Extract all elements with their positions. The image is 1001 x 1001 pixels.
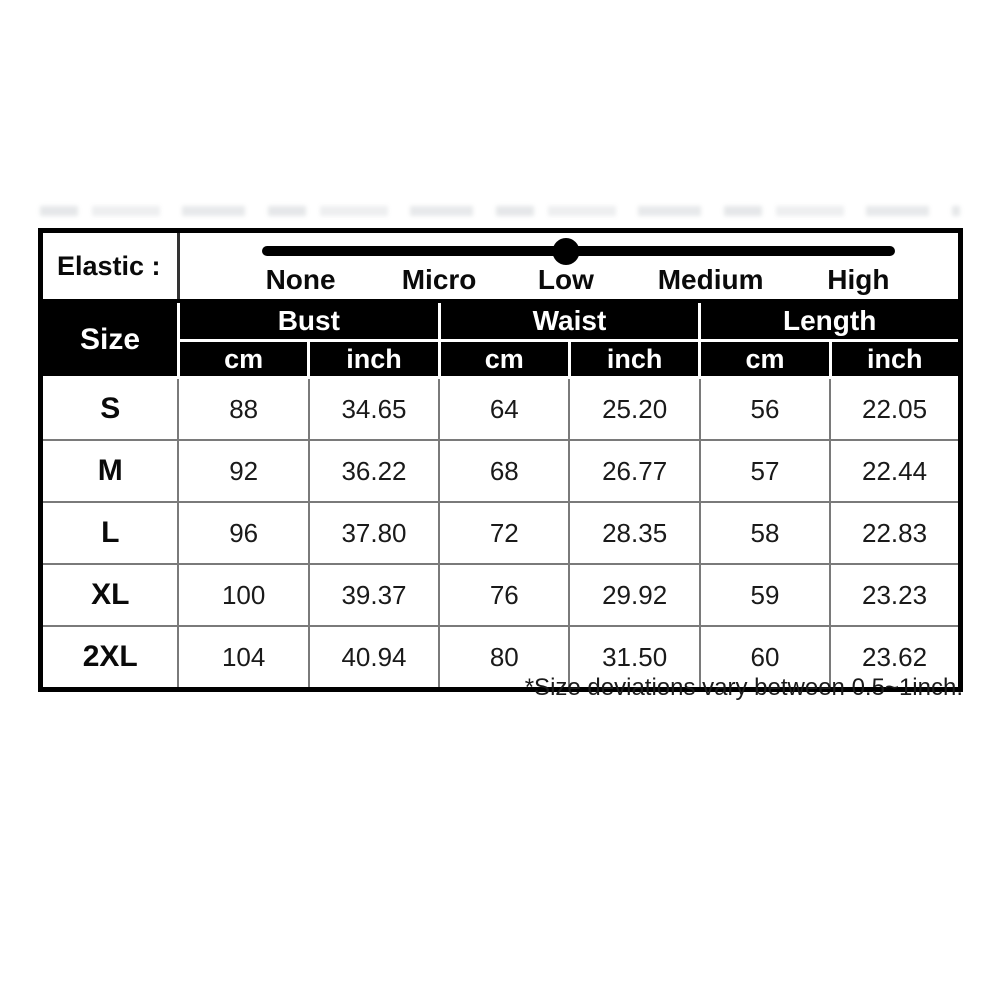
waist-cm: 76	[439, 564, 569, 626]
header-bust-cm: cm	[178, 341, 308, 378]
slider-option-none: None	[265, 264, 336, 295]
size-label: XL	[41, 564, 179, 626]
bust-inch: 34.65	[309, 378, 439, 441]
elastic-label: Elastic :	[41, 231, 179, 302]
slider-handle[interactable]	[552, 238, 579, 265]
slider-option-medium: Medium	[657, 264, 764, 295]
length-inch: 22.44	[830, 440, 960, 502]
waist-cm: 72	[439, 502, 569, 564]
size-label: L	[41, 502, 179, 564]
length-inch: 23.62	[830, 626, 960, 690]
unit-header-row	[41, 341, 961, 378]
slider-option-high: High	[827, 264, 890, 295]
header-size: Size	[41, 301, 179, 378]
size-label: S	[41, 378, 179, 441]
length-cm: 56	[700, 378, 830, 441]
bust-cm: 88	[178, 378, 308, 441]
waist-cm: 64	[439, 378, 569, 441]
header-bust: Bust	[178, 301, 439, 341]
size-chart-table	[38, 228, 963, 692]
header-length-cm: cm	[700, 341, 830, 378]
elastic-slider	[178, 231, 960, 302]
slider-option-micro: Micro	[401, 264, 477, 295]
length-cm: 57	[700, 440, 830, 502]
length-inch: 22.83	[830, 502, 960, 564]
size-label: M	[41, 440, 179, 502]
bust-inch: 37.80	[309, 502, 439, 564]
waist-cm: 80	[439, 626, 569, 690]
header-waist-inch: inch	[569, 341, 699, 378]
bust-cm: 100	[178, 564, 308, 626]
waist-inch: 26.77	[569, 440, 699, 502]
group-header-row	[41, 301, 961, 341]
header-bust-inch: inch	[309, 341, 439, 378]
length-cm: 60	[700, 626, 830, 690]
table-row-xl	[41, 564, 961, 626]
size-label: 2XL	[41, 626, 179, 690]
cropped-text-artifact	[40, 206, 960, 216]
header-waist: Waist	[439, 301, 700, 341]
bust-cm: 92	[178, 440, 308, 502]
length-inch: 22.05	[830, 378, 960, 441]
waist-inch: 25.20	[569, 378, 699, 441]
header-waist-cm: cm	[439, 341, 569, 378]
table-row-s	[41, 378, 961, 441]
bust-inch: 40.94	[309, 626, 439, 690]
length-cm: 59	[700, 564, 830, 626]
elastic-row	[41, 231, 961, 302]
header-length: Length	[700, 301, 961, 341]
waist-inch: 28.35	[569, 502, 699, 564]
waist-cm: 68	[439, 440, 569, 502]
bust-cm: 104	[178, 626, 308, 690]
size-deviation-footnote: *Size deviations vary between 0.5~1inch.	[524, 674, 963, 701]
header-length-inch: inch	[830, 341, 960, 378]
waist-inch: 31.50	[569, 626, 699, 690]
length-inch: 23.23	[830, 564, 960, 626]
bust-inch: 36.22	[309, 440, 439, 502]
table-row-m	[41, 440, 961, 502]
waist-inch: 29.92	[569, 564, 699, 626]
slider-option-low: Low	[537, 264, 594, 295]
length-cm: 58	[700, 502, 830, 564]
bust-cm: 96	[178, 502, 308, 564]
bust-inch: 39.37	[309, 564, 439, 626]
table-row-l	[41, 502, 961, 564]
